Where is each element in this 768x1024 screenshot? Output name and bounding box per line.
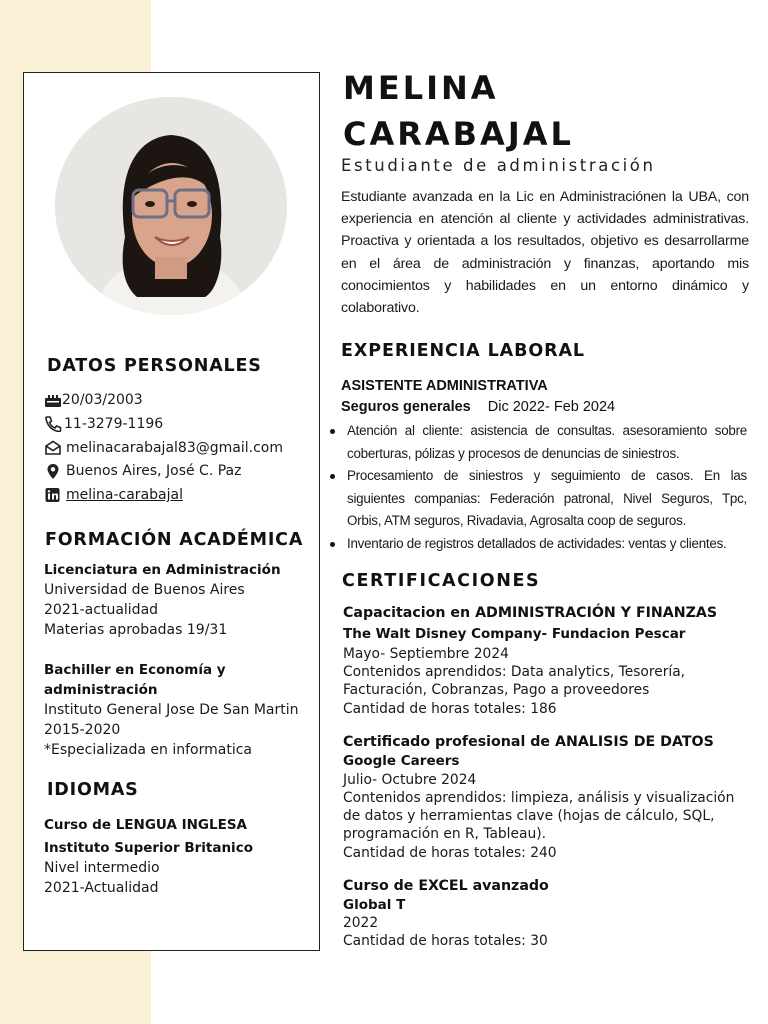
language-level: Nivel intermedio: [44, 860, 160, 876]
summary-paragraph: Estudiante avanzada en la Lic en Administraciónen la UBA, con experiencia en atención al cliente y actividades administrativas. Proactiva y orientada a los resultados, objetivo es desarrollarme en el área de administración y finanzas, aportando mis conocimientos y habilidades en un entorno dinámico y colaborativo.: [341, 189, 749, 317]
cert-1-name: Capacitacion en ADMINISTRACIÓN Y FINANZAS: [343, 605, 718, 621]
phone: 11-3279-1196: [64, 416, 164, 432]
location-pin-icon: [44, 463, 62, 480]
job-company-line: [341, 399, 615, 415]
cert-1-content: Contenidos aprendidos: Data analytics, Tesorería, Facturación, Cobranzas, Pago a proveedores: [343, 664, 686, 699]
job-dates: Dic 2022- Feb 2024: [487, 399, 616, 415]
mail-icon: [44, 440, 62, 456]
cert-3-dates: 2022: [343, 915, 379, 931]
cert-2-hours: Cantidad de horas totales: 240: [343, 845, 557, 861]
experience-heading: EXPERIENCIA LABORAL: [341, 341, 585, 361]
education-1-line-1: Universidad de Buenos Aires: [44, 582, 245, 598]
cert-3-hours: Cantidad de horas totales: 30: [343, 933, 548, 949]
languages-heading: IDIOMAS: [47, 780, 139, 800]
cert-2-content: Contenidos aprendidos: limpieza, análisis y visualización de datos y herramientas clave (hojas de cálculo, SQL, programación en R, Tableau).: [343, 790, 735, 843]
email-row: [44, 437, 283, 459]
education-degree-2-line-2: administración: [44, 682, 158, 698]
location-row: [44, 460, 241, 482]
cert-3-issuer: Global T: [343, 897, 406, 913]
job-bullet-3: Inventario de registros detallados de actividades: ventas y clientes.: [327, 533, 747, 556]
job-bullet-1: Atención al cliente: asistencia de consultas. asesoramiento sobre coberturas, pólizas y procesos de denuncias de siniestros.: [327, 420, 747, 465]
cert-1-dates: Mayo- Septiembre 2024: [343, 646, 509, 662]
linkedin-icon: [44, 487, 62, 503]
cake-icon: [44, 392, 62, 408]
education-2-line-2: 2015-2020: [44, 722, 121, 738]
language-period: 2021-Actualidad: [44, 880, 159, 896]
education-2-line-1: Instituto General Jose De San Martin: [44, 702, 299, 718]
job-title: ASISTENTE ADMINISTRATIVA: [341, 378, 548, 394]
phone-row: [44, 413, 163, 435]
education-1-line-2: 2021-actualidad: [44, 602, 159, 618]
email[interactable]: melinacarabajal83@gmail.com: [66, 440, 283, 456]
education-2-line-3: *Especializada en informatica: [44, 742, 253, 758]
language-institute: Instituto Superior Britanico: [44, 840, 253, 856]
education-degree-1: Licenciatura en Administración: [44, 562, 281, 578]
education-heading: FORMACIÓN ACADÉMICA: [45, 530, 304, 550]
location: Buenos Aires, José C. Paz: [66, 463, 242, 479]
cert-2-issuer: Google Careers: [343, 753, 460, 769]
cert-1-hours: Cantidad de horas totales: 186: [343, 701, 557, 717]
education-degree-2-line-1: Bachiller en Economía y: [44, 662, 226, 678]
personal-data-heading: DATOS PERSONALES: [47, 356, 262, 376]
linkedin-link[interactable]: melina-carabajal: [66, 487, 183, 503]
cert-3-name: Curso de EXCEL avanzado: [343, 878, 549, 894]
first-name: MELINA: [343, 69, 499, 107]
certifications-heading: CERTIFICACIONES: [342, 571, 541, 591]
cert-2-name: Certificado profesional de ANALISIS DE DATOS: [343, 734, 714, 750]
language-course: Curso de LENGUA INGLESA: [44, 817, 248, 833]
cert-2-dates: Julio- Octubre 2024: [343, 772, 477, 788]
job-bullet-2: Procesamiento de siniestros y seguimiento de casos. En las siguientes companias: Federación patronal, Nivel Seguros, Tpc, Orbis, ATM seguros, Rivadavia, Agrosalta coop de seguros.: [327, 465, 747, 533]
phone-icon: [44, 416, 62, 432]
education-1-line-3: Materias aprobadas 19/31: [44, 622, 228, 638]
profile-photo: [55, 97, 287, 315]
birthdate-row: [44, 389, 143, 411]
cert-1-issuer: The Walt Disney Company- Fundacion Pescar: [343, 626, 686, 642]
job-bullets: [327, 420, 747, 556]
job-company: Seguros generales: [341, 399, 471, 415]
last-name: CARABAJAL: [343, 115, 574, 153]
birthdate: 20/03/2003: [62, 392, 143, 408]
subtitle: Estudiante de administración: [341, 156, 656, 175]
linkedin-row: [44, 484, 183, 506]
